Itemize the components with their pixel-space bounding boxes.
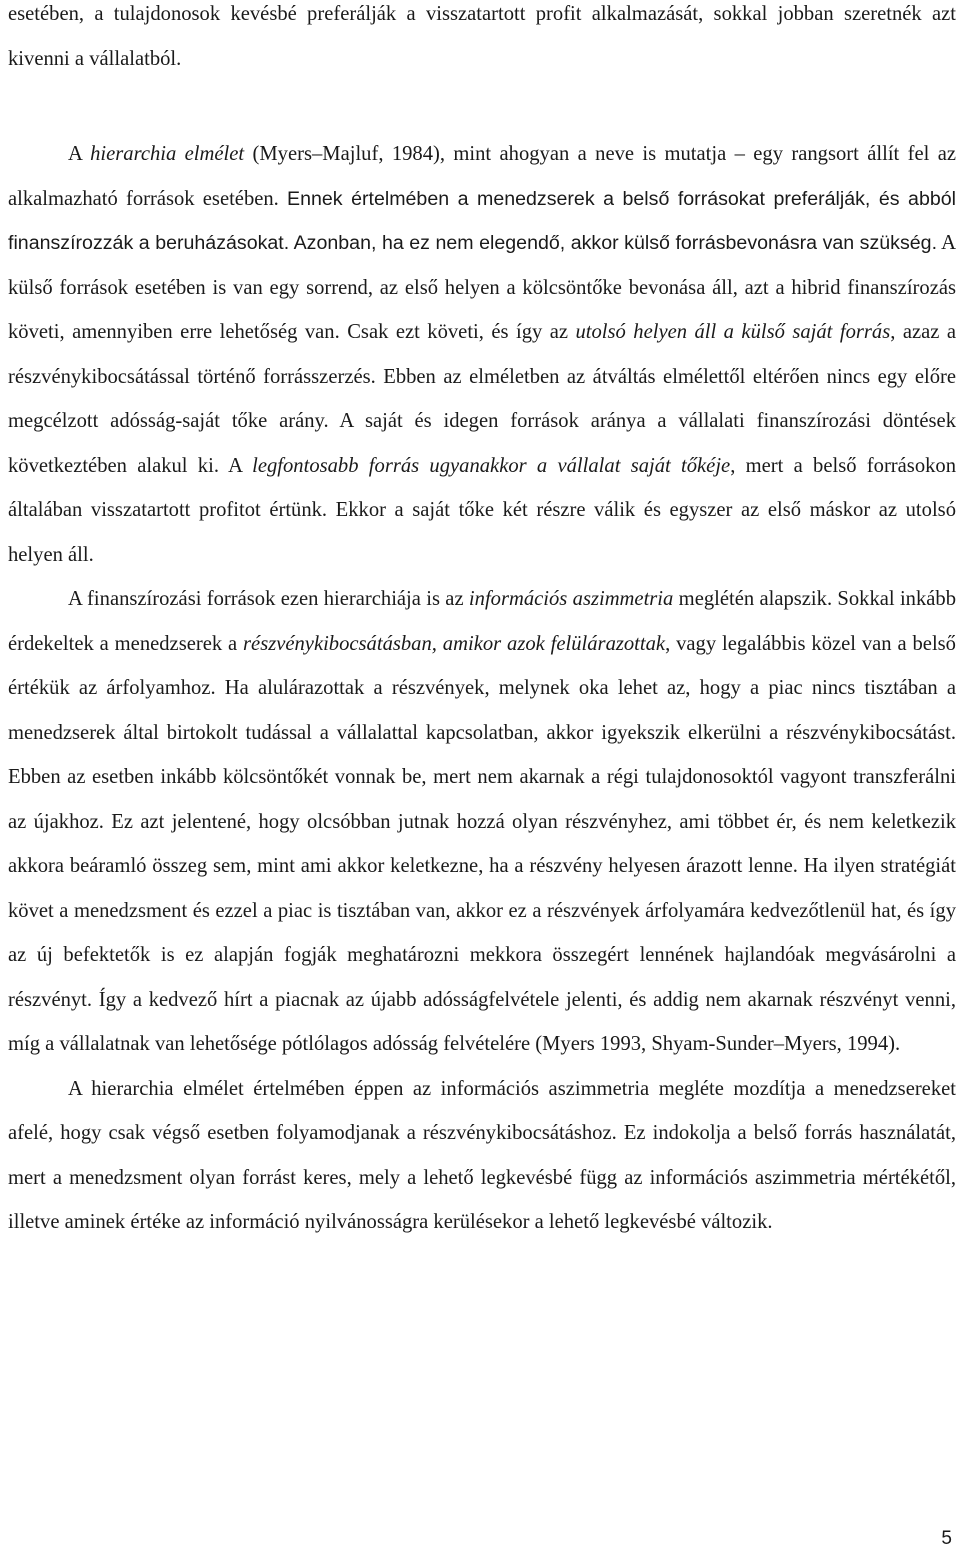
page-number: 5 (941, 1528, 952, 1549)
p2-text-2: (Myers–Majluf, 1984), mint ahogyan a neve is mutatja – egy rangsort állít fel az alkalmazható források esetében. (8, 143, 956, 210)
document-page (8, 0, 956, 1245)
p3-italic-reszveny: részvénykibocsátásban, amikor azok felülárazottak (243, 632, 666, 655)
paragraph-3 (8, 577, 956, 1067)
paragraph-4-text: A hierarchia elmélet értelmében éppen az információs aszimmetria megléte mozdítja a menedzsereket afelé, hogy csak végső esetben folyamodjanak a részvénykibocsátáshoz. Ez indokolja a belső forrás használatát, mert a menedzsment olyan forrást keres, mely a lehető legkevésbé függ az információs aszimmetria mértékétől, illetve aminek értéke az információ nyilvánosságra kerülésekor a lehető legkevésbé változik. (8, 1077, 956, 1233)
p2-text-1: A (68, 143, 91, 165)
paragraph-2 (8, 132, 956, 577)
paragraph-4 (8, 1067, 956, 1245)
p3-text-1: A finanszírozási források ezen hierarchiája is az (68, 588, 469, 610)
p2-text-5: , mert a belső forrásokon általában visszatartott profitot értünk. Ekkor a saját tőke két részre válik és egyszer az első máskor az utolsó helyen áll. (8, 454, 957, 566)
p3-text-3: , vagy legalábbis közel van a belső értékük az árfolyamhoz. Ha alulárazottak a részvények, melynek oka lehet az, hogy a piac nincs tisztában a menedzserek által birtokolt tudással a vállalattal kapcsolatban, akkor igyekszik elkerülni a részvénykibocsátást. Ebben az esetben inkább kölcsöntőkét vonnak be, mert nem akarnak a régi tulajdonosoktól vagyont transzferálni az újakhoz. Ez azt jelentené, hogy olcsóbban jutnak hozzá olyan részvényhez, ami többet ér, és nem keletkezik akkora beáramló összeg sem, mint ami akkor keletkezne, ha a részvény helyesen árazott lenne. Ha ilyen stratégiát követ a menedzsment és ezzel a piac is tisztában van, akkor ez a részvények árfolyamára kedvezőtlenül hat, és így az új befektetők is ez alapján fogják meghatározni mekkora összegért lennének hajlandóak megvásárolni a részvényt. Így a kedvező hírt a piacnak az újabb adósságfelvétele jelenti, és addig nem akarnak részvényt venni, míg a vállalatnak van lehetősége pótlólagos adósság felvételére (Myers 1993, Shyam-Sunder–Myers, 1994). (8, 632, 956, 1055)
p2-italic-hierarchia: hierarchia elmélet (90, 143, 245, 165)
p2-text-3: A külső források esetében is van egy sorrend, az első helyen a kölcsöntőke bevonása áll, azt a hibrid finanszírozás követi, amennyiben erre lehetőség van. Csak ezt követi, és így az (8, 232, 956, 343)
p2-sans-passage: Ennek értelmében a menedzserek a belső forrásokat preferálják, és abból finanszírozzák a beruházásokat. Azonban, ha ez nem elegendő, akkor külső forrásbevonásra van szükség. (8, 187, 956, 254)
p3-italic-informacios: információs aszimmetria (468, 588, 674, 610)
paragraph-1-text: esetében, a tulajdonosok kevésbé preferálják a visszatartott profit alkalmazását, sokkal jobban szeretnék azt kivenni a vállalatból. (8, 3, 956, 70)
p2-italic-utolso: utolsó helyen áll a külső saját forrás (575, 321, 891, 343)
p2-italic-legfontosabb: legfontosabb forrás ugyanakkor a vállalat saját tőkéje (252, 454, 731, 477)
p2-text-4: , azaz a részvénykibocsátással történő forrásszerzés. Ebben az elméletben az átváltás elmélettől eltérően nincs egy előre megcélzott adósság-saját tőke arány. A saját és idegen források aránya a vállalati finanszírozási döntések következtében alakul ki. A (8, 321, 956, 477)
p3-text-2: meglétén alapszik. Sokkal inkább érdekeltek a menedzserek a (8, 588, 957, 655)
paragraph-1 (8, 0, 956, 81)
